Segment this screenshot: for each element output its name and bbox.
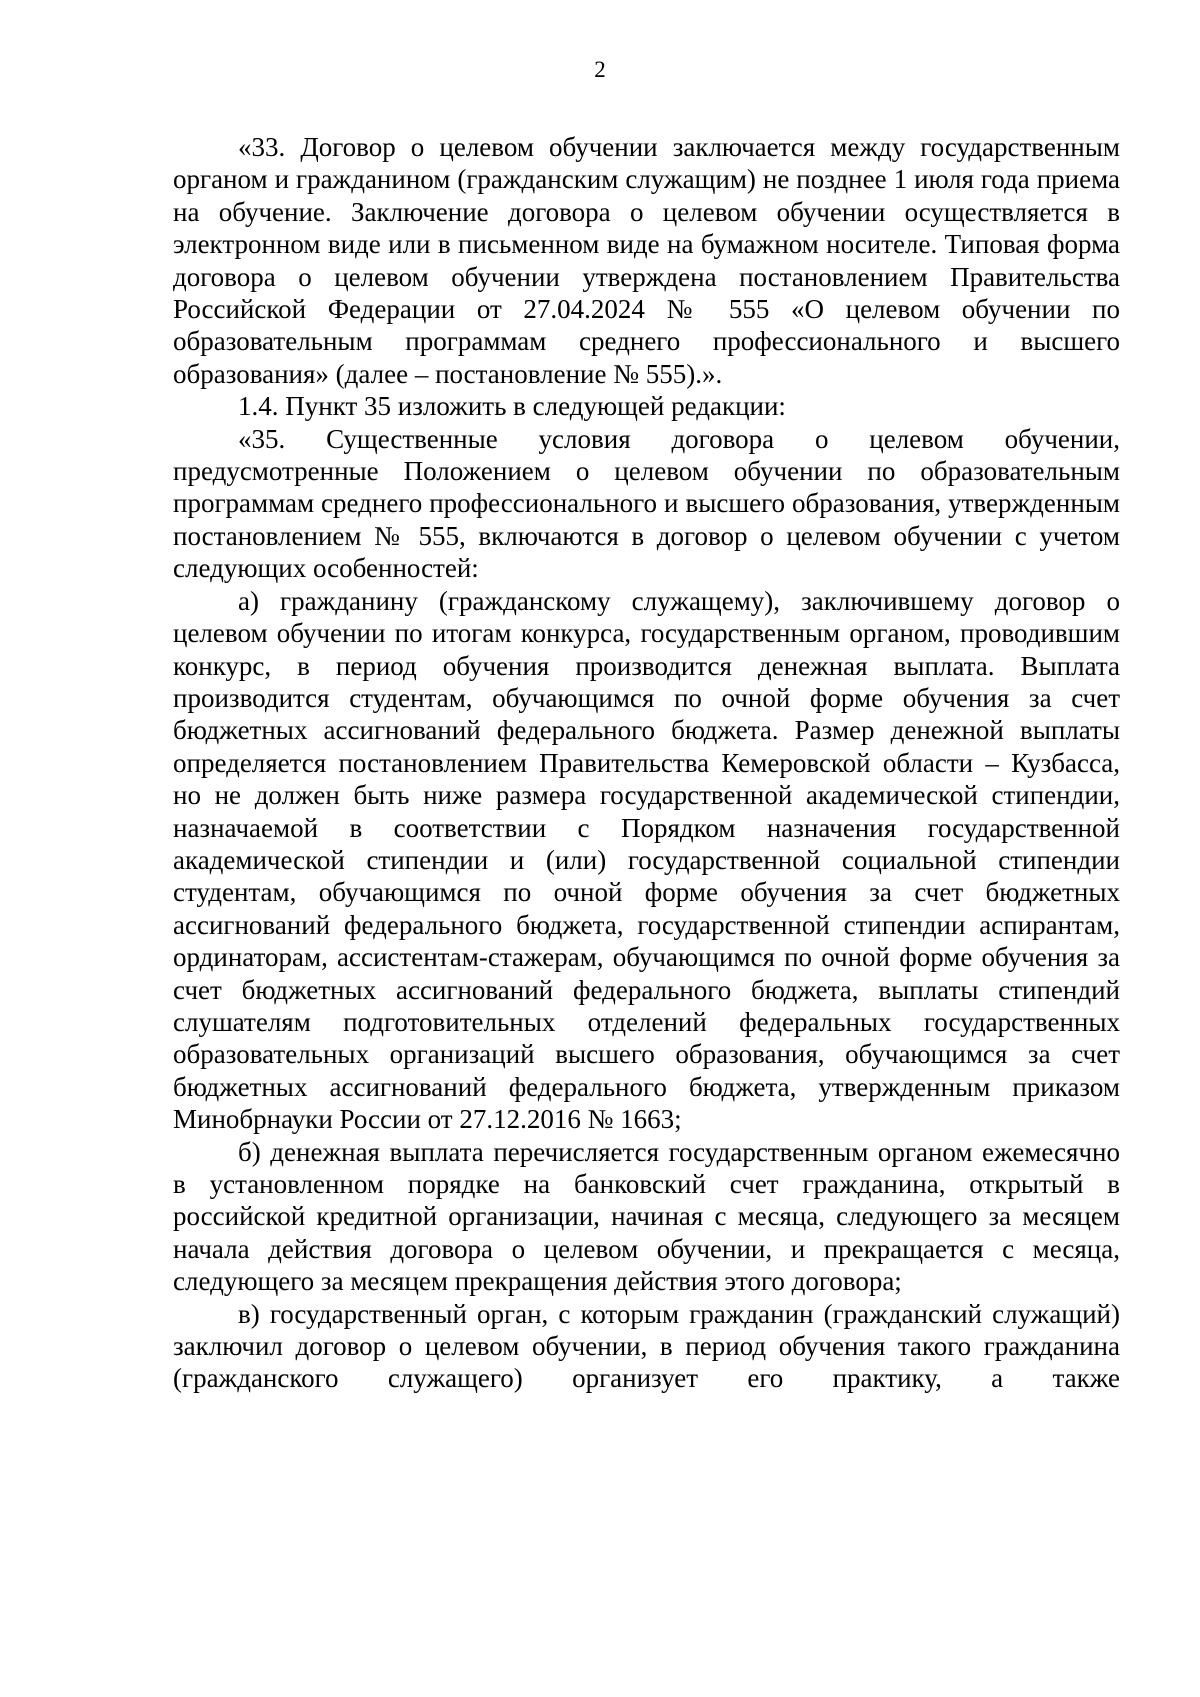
paragraph-item-35: «35. Существенные условия договора о целевом обучении, предусмотренные Положением о целевом обучении по образовательным программам среднего профессионального и высшего образования, утвержденным постановлением № 555, включаются в договор о целевом обучении с учетом следующих особенностей:	[173, 423, 1120, 584]
page-number: 2	[594, 57, 606, 82]
document-body	[173, 131, 1120, 1395]
paragraph-subitem-b: б) денежная выплата перечисляется государственным органом ежемесячно в установленном порядке на банковский счет гражданина, открытый в российской кредитной организации, начиная с месяца, следующего за месяцем начала действия договора о целевом обучении, и прекращается с месяца, следующего за месяцем прекращения действия этого договора;	[173, 1136, 1120, 1297]
paragraph-item-33: «33. Договор о целевом обучении заключается между государственным органом и гражданином (гражданским служащим) не позднее 1 июля года приема на обучение. Заключение договора о целевом обучении осуществляется в электронном виде или в письменном виде на бумажном носителе. Типовая форма договора о целевом обучении утверждена постановлением Правительства Российской Федерации от 27.04.2024 № 555 «О целевом обучении по образовательным программам среднего профессионального и высшего образования» (далее – постановление № 555).».	[173, 132, 1120, 389]
paragraph-amendment-1-4: 1.4. Пункт 35 изложить в следующей редакции:	[238, 391, 786, 422]
paragraph-subitem-v: в) государственный орган, с которым гражданин (гражданский служащий) заключил договор о целевом обучении, в период обучения такого гражданина (гражданского служащего) организует его практику, а также	[173, 1298, 1120, 1394]
paragraph-subitem-a: а) гражданину (гражданскому служащему), заключившему договор о целевом обучении по итогам конкурса, государственным органом, проводившим конкурс, в период обучения производится денежная выплата. Выплата производится студентам, обучающимся по очной форме обучения за счет бюджетных ассигнований федерального бюджета. Размер денежной выплаты определяется постановлением Правительства Кемеровской области – Кузбасса, но не должен быть ниже размера государственной академической стипендии, назначаемой в соответствии с Порядком назначения государственной академической стипендии и (или) государственной социальной стипендии студентам, обучающимся по очной форме обучения за счет бюджетных ассигнований федерального бюджета, государственной стипендии аспирантам, ординаторам, ассистентам-стажерам, обучающимся по очной форме обучения за счет бюджетных ассигнований федерального бюджета, выплаты стипендий слушателям подготовительных отделений федеральных государственных образовательных организаций высшего образования, обучающимся за счет бюджетных ассигнований федерального бюджета, утвержденным приказом Минобрнауки России от 27.12.2016 № 1663;	[173, 585, 1120, 1135]
